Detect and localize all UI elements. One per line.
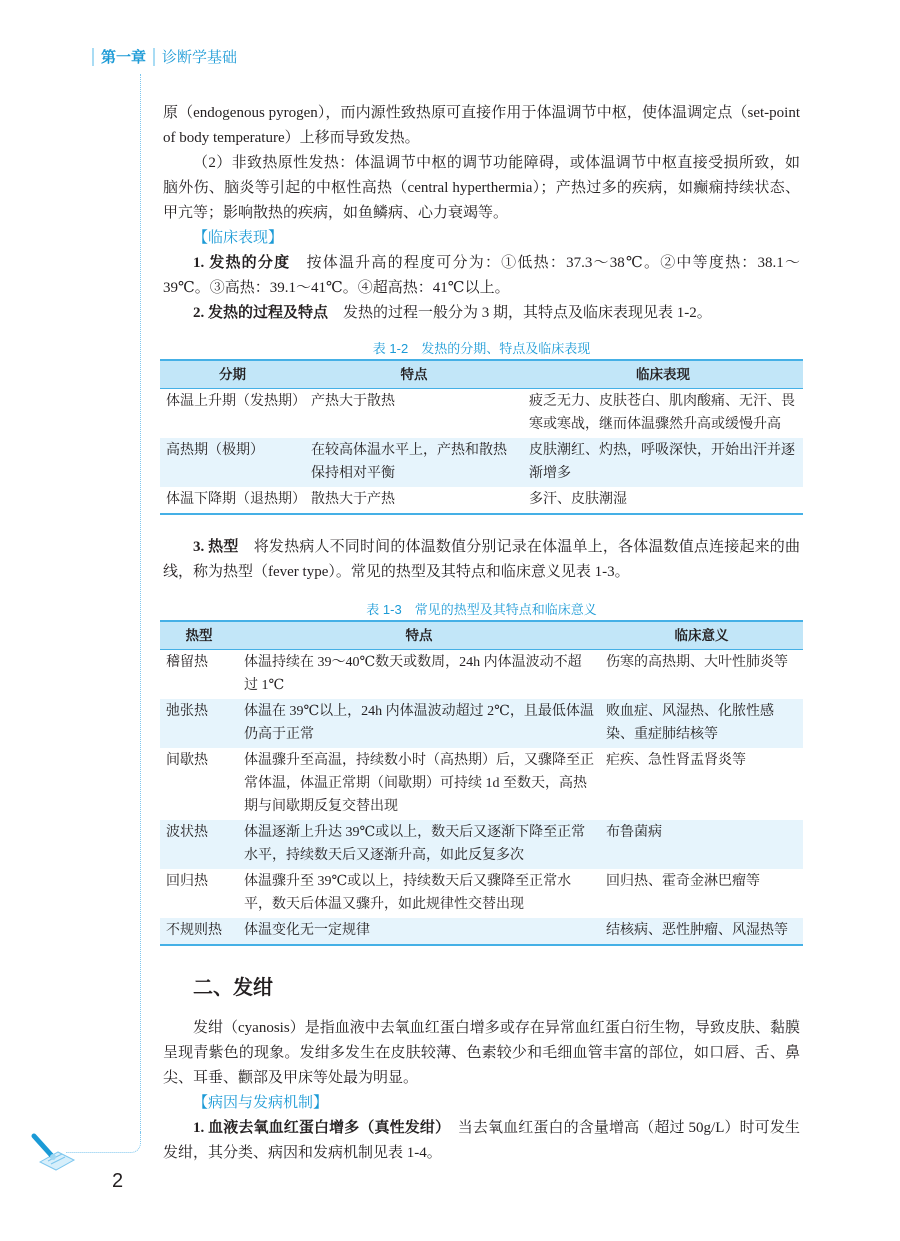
running-header xyxy=(92,46,237,67)
column-header: 特点 xyxy=(305,360,523,389)
table-cell: 回归热、霍奇金淋巴瘤等 xyxy=(606,874,760,889)
section-label-cause: 【病因与发病机制】 xyxy=(193,1095,329,1111)
item-fever-type xyxy=(163,535,800,585)
body-top xyxy=(163,101,800,326)
section-heading: 二、发绀 xyxy=(193,977,273,999)
table-caption: 表 1-2 发热的分期、特点及临床表现 xyxy=(372,341,591,356)
column-header: 特点 xyxy=(238,621,600,650)
table-cell: 体温上升期（发热期） xyxy=(166,394,306,409)
table-row xyxy=(160,918,803,945)
column-header: 临床表现 xyxy=(523,360,803,389)
header-divider xyxy=(92,48,94,66)
table-cell: 散热大于产热 xyxy=(305,487,523,514)
table-row xyxy=(160,389,803,439)
item-title: 3. 热型 xyxy=(193,539,239,555)
item-text: 按体温升高的程度可分为：①低热：37.3～38℃。②中等度热：38.1～39℃。③高热：39.1～41℃。④超高热：41℃以上。 xyxy=(163,255,800,296)
section-cyanosis xyxy=(163,974,800,1166)
table-1-3-block xyxy=(163,600,800,946)
item-fever-process xyxy=(163,301,800,326)
table-cell: 体温变化无一定规律 xyxy=(238,918,600,945)
table-cell: 体温骤升至 39℃或以上，持续数天后又骤降至正常水平，数天后体温又骤升，如此规律性交替出现 xyxy=(244,874,572,912)
table-row xyxy=(160,820,803,869)
column-header: 分期 xyxy=(160,360,305,389)
item-fever-grade xyxy=(163,251,800,301)
table-cell: 败血症、风湿热、化脓性感染、重症肺结核等 xyxy=(606,704,774,742)
table-row xyxy=(160,869,803,918)
table-cell: 间歇热 xyxy=(166,753,208,768)
item-deoxy-hemoglobin xyxy=(163,1116,800,1166)
column-header: 热型 xyxy=(160,621,238,650)
paragraph: 原（endogenous pyrogen），而内源性致热原可直接作用于体温调节中枢，使体温调定点（set-point of body temperature）上移而导致发热。 xyxy=(163,105,800,146)
table-cell: 体温下降期（退热期） xyxy=(160,487,305,514)
table-cell: 体温骤升至高温，持续数小时（高热期）后，又骤降至正常体温，体温正常期（间歇期）可持续 1d 至数天，高热期与间歇期反复交替出现 xyxy=(244,753,594,814)
table-cell: 结核病、恶性肿瘤、风湿热等 xyxy=(600,918,803,945)
item-text: 当去氧血红蛋白的含量增高（超过 50g/L）时可发生发绀，其分类、病因和发病机制见表 1-4。 xyxy=(163,1120,800,1161)
table-cell: 在较高体温水平上，产热和散热保持相对平衡 xyxy=(311,443,507,481)
table-row xyxy=(160,699,803,748)
item-text: 将发热病人不同时间的体温数值分别记录在体温单上，各体温数值点连接起来的曲线，称为热型（fever type）。常见的热型及其特点和临床意义见表 1-3。 xyxy=(163,539,800,580)
margin-dotted-line xyxy=(140,74,142,1132)
table-row xyxy=(160,487,803,514)
chapter-label: 第一章 xyxy=(101,49,147,66)
paragraph: （2）非致热原性发热：体温调节中枢的调节功能障碍，或体温调节中枢直接受损所致，如脑外伤、脑炎等引起的中枢性高热（central hyperthermia）；产热过多的疾病，如癫痫持续状态、甲亢等；影响散热的疾病，如鱼鳞病、心力衰竭等。 xyxy=(163,155,800,221)
table-cell: 皮肤潮红、灼热，呼吸深快，开始出汗并逐渐增多 xyxy=(529,443,795,481)
table-caption: 表 1-3 常见的热型及其特点和临床意义 xyxy=(366,602,597,617)
table-cell: 波状热 xyxy=(166,825,208,840)
table-row xyxy=(160,650,803,700)
table-row xyxy=(160,438,803,487)
header-divider xyxy=(153,48,155,66)
table-cell: 不规则热 xyxy=(160,918,238,945)
page-number: 2 xyxy=(112,1170,124,1192)
column-header: 临床意义 xyxy=(600,621,803,650)
table-cell: 疟疾、急性肾盂肾炎等 xyxy=(606,753,746,768)
paragraph: 发绀（cyanosis）是指血液中去氧血红蛋白增多或存在异常血红蛋白衍生物，导致皮肤、黏膜呈现青紫色的现象。发绀多发生在皮肤较薄、色素较少和毛细血管丰富的部位，如口唇、舌、鼻尖、耳垂、颧部及甲床等处最为明显。 xyxy=(163,1020,800,1086)
table-1-3 xyxy=(160,620,803,946)
table-cell: 多汗、皮肤潮湿 xyxy=(523,487,803,514)
table-cell: 回归热 xyxy=(166,874,208,889)
table-cell: 弛张热 xyxy=(166,704,208,719)
chapter-title: 诊断学基础 xyxy=(162,49,238,66)
table-1-2-block xyxy=(163,339,800,515)
table-cell: 疲乏无力、皮肤苍白、肌肉酸痛、无汗、畏寒或寒战，继而体温骤然升高或缓慢升高 xyxy=(529,394,795,432)
table-cell: 伤寒的高热期、大叶性肺炎等 xyxy=(606,655,788,670)
item-title: 1. 发热的分度 xyxy=(193,255,291,271)
item-fever-type-block xyxy=(163,535,800,585)
item-text: 发热的过程一般分为 3 期，其特点及临床表现见表 1-2。 xyxy=(328,305,712,321)
item-title: 1. 血液去氧血红蛋白增多（真性发绀） xyxy=(193,1120,443,1136)
table-1-2 xyxy=(160,359,803,515)
pencil-note-icon xyxy=(28,1130,78,1180)
table-cell: 布鲁菌病 xyxy=(606,825,662,840)
table-cell: 稽留热 xyxy=(166,655,208,670)
table-cell: 产热大于散热 xyxy=(311,394,395,409)
table-cell: 体温在 39℃以上，24h 内体温波动超过 2℃，且最低体温仍高于正常 xyxy=(244,704,594,742)
table-cell: 体温持续在 39～40℃数天或数周，24h 内体温波动不超过 1℃ xyxy=(244,655,582,693)
item-title: 2. 发热的过程及特点 xyxy=(193,305,329,321)
section-label-clinical: 【临床表现】 xyxy=(193,230,284,246)
table-cell: 高热期（极期） xyxy=(166,443,264,458)
table-cell: 体温逐渐上升达 39℃或以上，数天后又逐渐下降至正常水平，持续数天后又逐渐升高，如此反复多次 xyxy=(244,825,586,863)
table-row xyxy=(160,748,803,820)
